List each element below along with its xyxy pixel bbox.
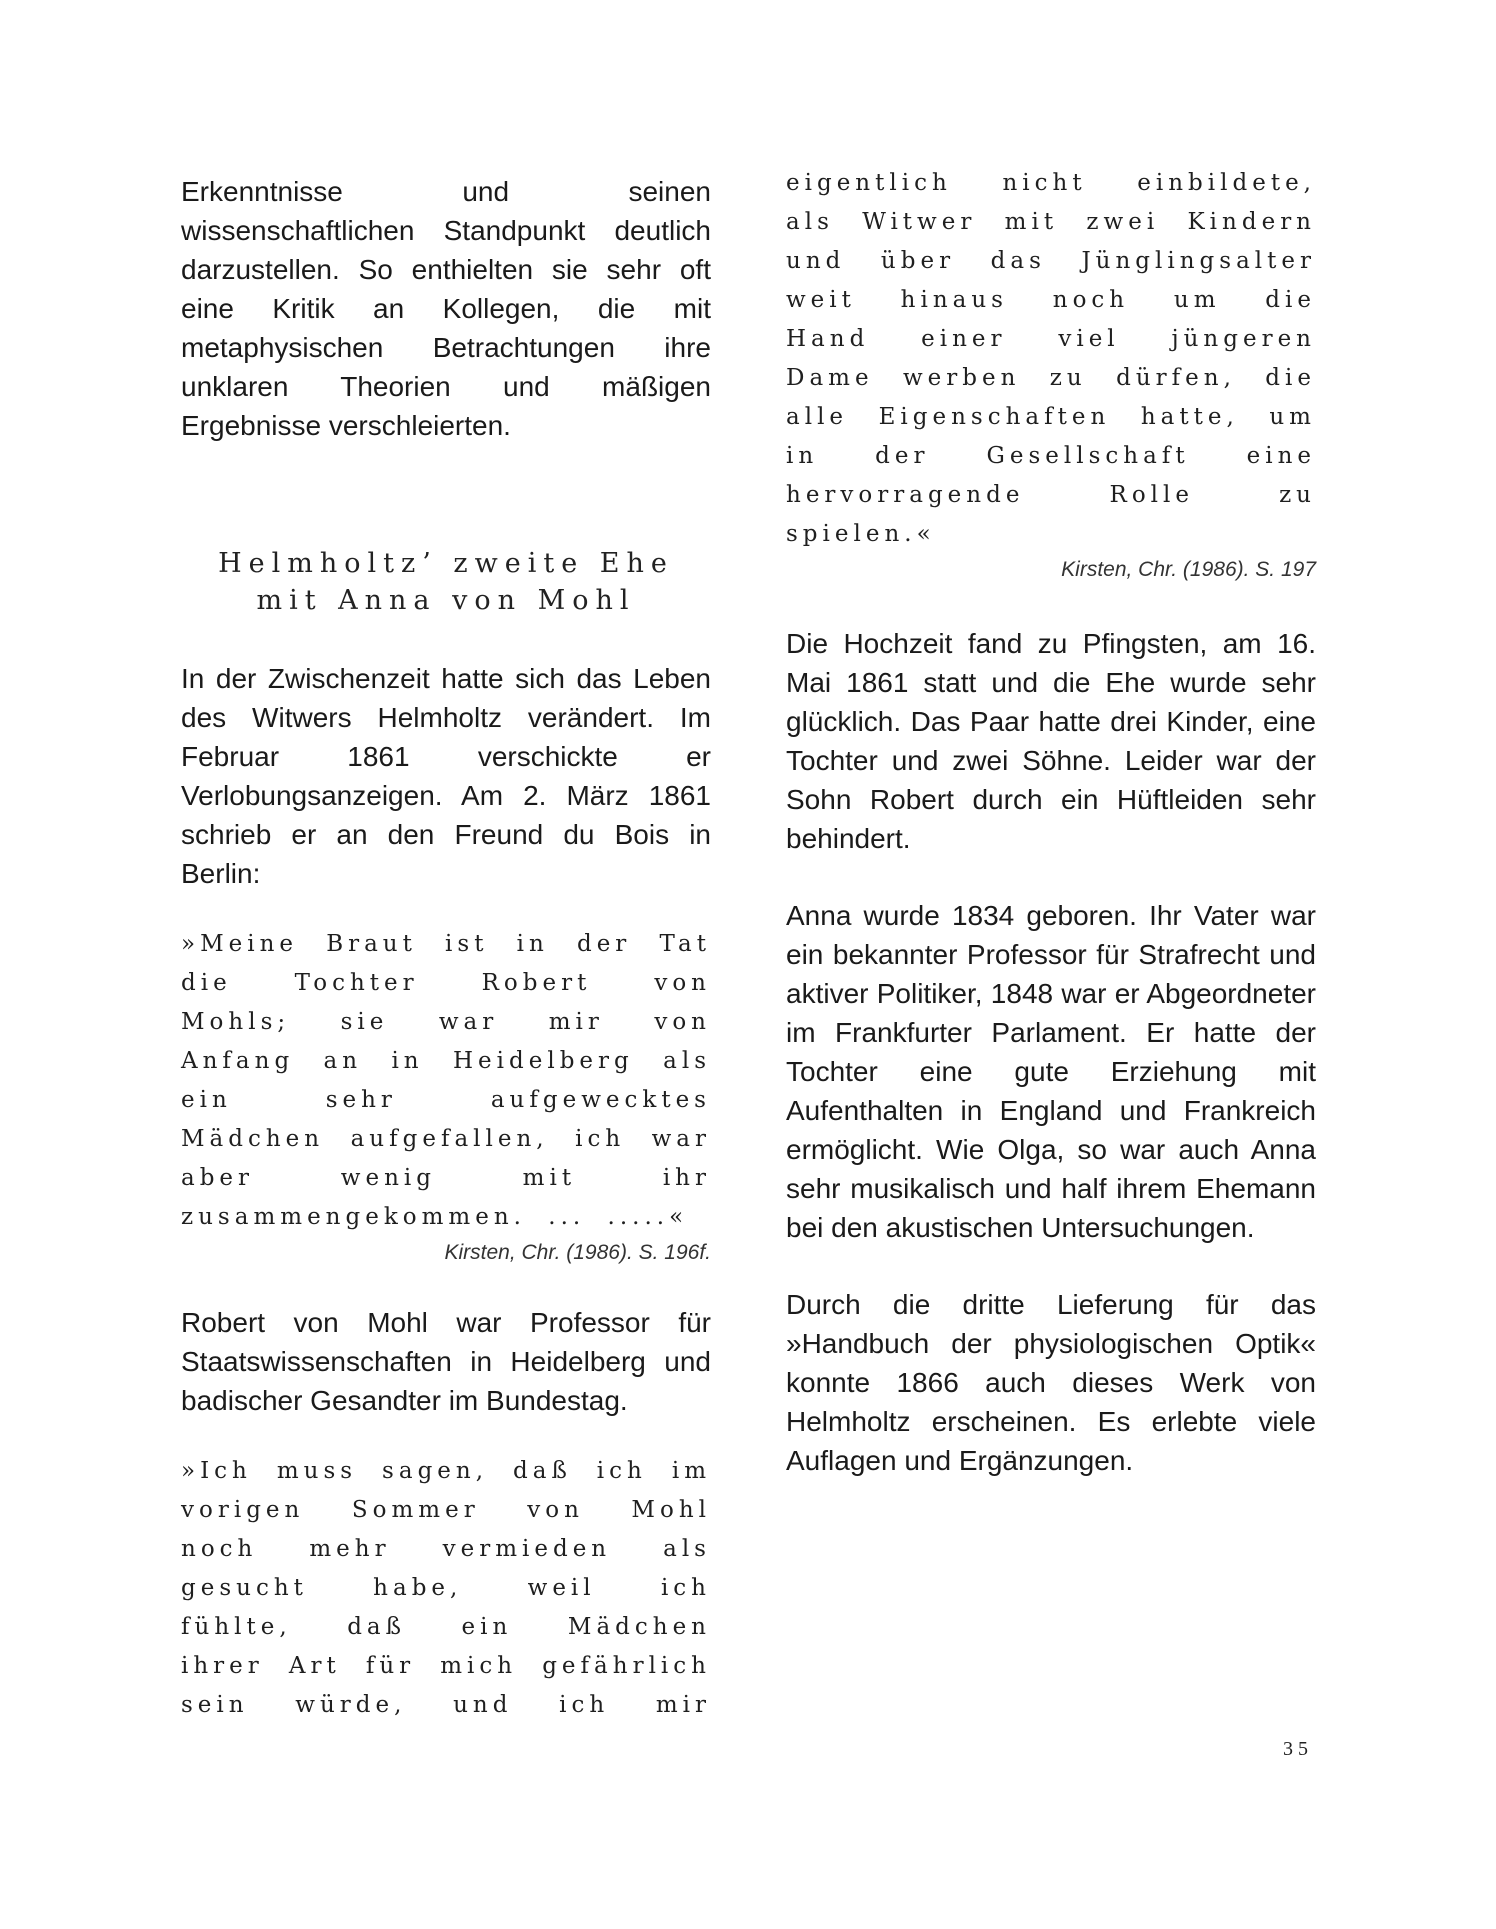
paragraph-intro: Erkenntnisse und seinen wissenschaftlichen Standpunkt deutlich darzustellen. So enthielten sie sehr oft eine Kritik an Kollegen, die mit metaphysischen Betrachtungen ihre unklaren Theorien und mäßigen Ergebnisse verschleierten. bbox=[181, 176, 711, 441]
citation-196f: Kirsten, Chr. (1986). S. 196f. bbox=[444, 1241, 711, 1264]
paragraph-marriage: In der Zwischenzeit hatte sich das Leben des Witwers Helmholtz verändert. Im Februar 1861 verschickte er Verlobungsanzeigen. Am 2. März 1861 schrieb er an den Freund du Bois in Berlin: bbox=[181, 663, 711, 889]
quote-letter-continued-start: »Ich muss sagen, daß ich im vorigen Sommer von Mohl noch mehr vermieden als gesucht habe, weil ich fühlte, daß ein Mädchen ihrer Art für mich gefährlich sein würde, und ich mir bbox=[181, 1458, 711, 1718]
heading-line-2: mit Anna von Mohl bbox=[256, 585, 636, 616]
right-column bbox=[786, 172, 1316, 1480]
paragraph-anna: Anna wurde 1834 geboren. Ihr Vater war ein bekannter Professor für Strafrecht und aktiver Politiker, 1848 war er Abgeordneter im Frankfurter Parlament. Er hatte der Tochter eine gute Erziehung mit Aufenthalten in England und Frankreich ermöglicht. Wie Olga, so war auch Anna sehr musikalisch und half ihrem Ehemann bei den akustischen Untersuchungen. bbox=[786, 900, 1316, 1243]
section-heading bbox=[181, 545, 711, 619]
citation-197: Kirsten, Chr. (1986). S. 197 bbox=[1061, 558, 1316, 581]
quote-letter: »Meine Braut ist in der Tat die Tochter Robert von Mohls; sie war mir von Anfang an in Heidelberg als ein sehr aufgewecktes Mädchen aufgefallen, ich war aber wenig mit ihr zusammengekommen. ... .....« bbox=[181, 931, 711, 1230]
heading-line-1: Helmholtz’ zweite Ehe bbox=[218, 548, 674, 579]
paragraph-wedding: Die Hochzeit fand zu Pfingsten, am 16. Mai 1861 statt und die Ehe wurde sehr glücklich. Das Paar hatte drei Kinder, eine Tochter und zwei Söhne. Leider war der Sohn Robert durch ein Hüftleiden sehr behindert. bbox=[786, 628, 1316, 854]
paragraph-handbuch: Durch die dritte Lieferung für das »Handbuch der physiologischen Optik« konnte 1866 auch dieses Werk von Helmholtz erscheinen. Es erlebte viele Auflagen und Ergänzungen. bbox=[786, 1289, 1316, 1476]
page-number: 35 bbox=[1283, 1738, 1313, 1760]
left-column bbox=[181, 172, 711, 1725]
paragraph-robert-von-mohl: Robert von Mohl war Professor für Staatswissenschaften in Heidelberg und badischer Gesandter im Bundestag. bbox=[181, 1307, 711, 1416]
quote-letter-continued-end: eigentlich nicht einbildete, als Witwer mit zwei Kindern und über das Jünglingsalter weit hinaus noch um die Hand einer viel jüngeren Dame werben zu dürfen, die alle Eigenschaften hatte, um in der Gesellschaft eine hervorragende Rolle zu spielen.« bbox=[786, 170, 1316, 547]
